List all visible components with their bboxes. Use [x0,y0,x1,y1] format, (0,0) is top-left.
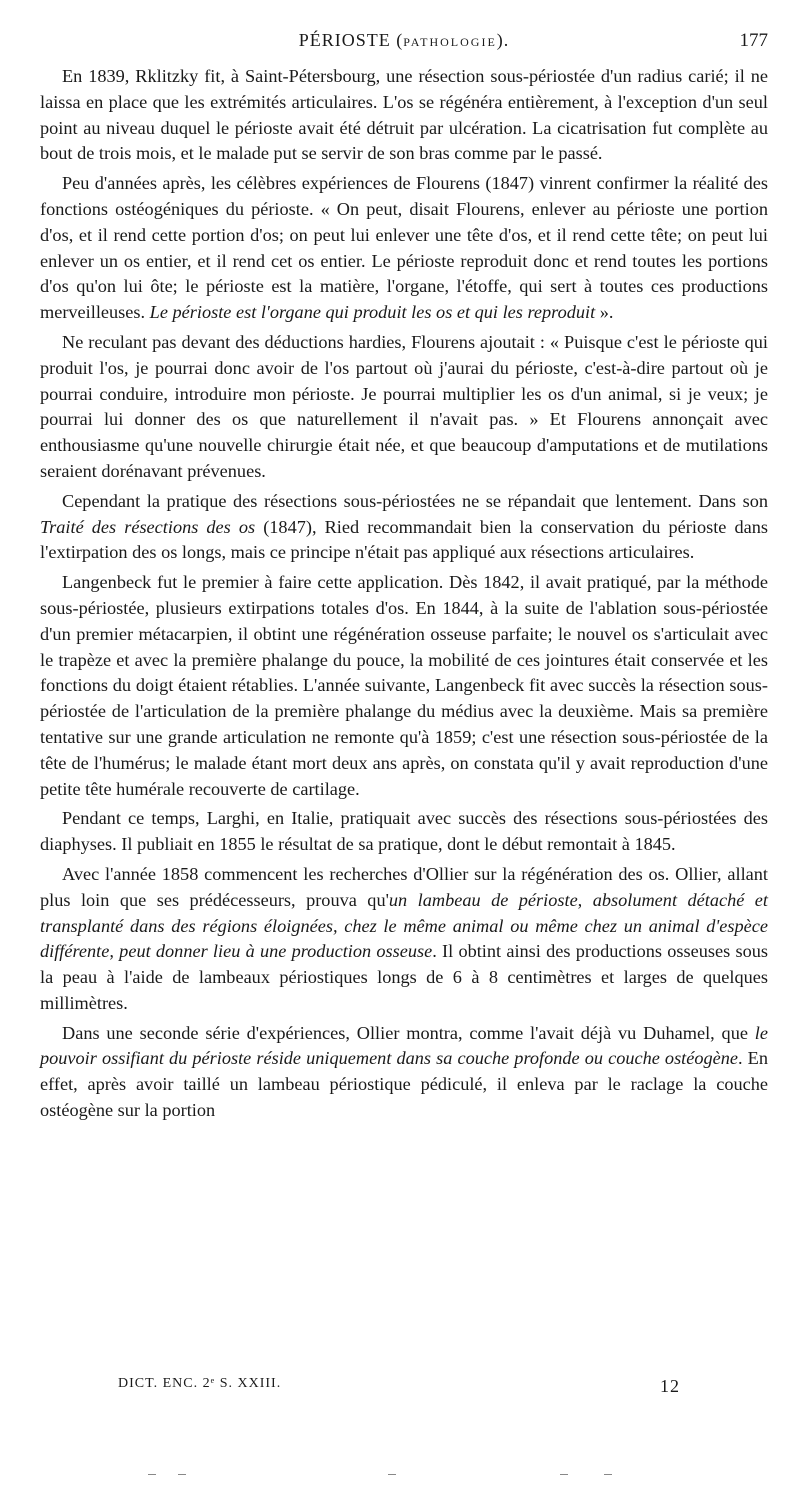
text-run: Avec l'année 1858 commencent les recherches d'Ollier sur la régénération des os. Ollier, allant plus loin que ses prédécesseurs, prouva qu' [40,863,768,910]
running-header [40,30,768,58]
paragraph [40,570,768,802]
paragraph [40,1021,768,1124]
text-run: Ne reculant pas devant des déductions hardies, Flourens ajoutait : « Puisque c'est le périoste qui produit l'os, je pourrai donc avoir de l'os partout où j'aurai du périoste, c'est-à-dire partout où je pourrai conduire, introduire mon périoste. Je pourrai multiplier les os d'un animal, si je veux; je pourrai lui donner des os que naturellement il n'avait pas. » Et Flourens annonçait avec enthousiasme qu'une nouvelle chirurgie était née, et que beaucoup d'amputations et de mutilations seraient dorénavant prévenues. [40,331,768,481]
paragraph [40,862,768,1017]
page-footer [40,1376,768,1402]
scan-mark [148,1474,156,1475]
italic-run: un lambeau de périoste, absolument détaché et transplanté dans des régions éloignées, chez le même animal ou même chez un animal d'espèce différente, peut donner lieu à une production osseuse [40,889,768,962]
text-run: Cependant la pratique des résections sous-périostées ne se répandait que lentement. Dans son [62,490,768,511]
paragraph [40,330,768,485]
title-subtitle: PATHOLOGIE [403,35,497,49]
text-run: . Il obtint ainsi des productions osseuses sous la peau à l'aide de lambeaux périostiques longs de 6 à 8 centimètres et larges de quelques millimètres. [40,941,768,1013]
text-run: Pendant ce temps, Larghi, en Italie, pratiquait avec succès des résections sous-périostées des diaphyses. Il publiait en 1855 le résultat de sa pratique, dont le début remontait à 1845. [40,808,768,855]
paragraph [40,171,768,326]
body-text [40,64,768,1128]
text-run: Dans une seconde série d'expériences, Ollier montra, comme l'avait déjà vu Duhamel, que [62,1022,755,1043]
paragraph [40,806,768,858]
scan-mark [560,1474,568,1475]
text-run: (1847), Ried recommandait bien la conservation du périoste dans l'extirpation des os longs, mais ce principe n'était pas appliqué aux résections articulaires. [40,516,768,563]
title-main: PÉRIOSTE ( [298,30,404,50]
scan-mark [178,1474,186,1475]
running-title [40,30,768,51]
text-run: Peu d'années après, les célèbres expériences de Flourens (1847) vinrent confirmer la réalité des fonctions ostéogéniques du périoste. « On peut, disait Flourens, enlever au périoste une portion d'os, et il rend cette portion d'os; on peut lui enlever une tête d'os, et il rend cette tête; on peut lui enlever un os entier, et il rend cet os entier. Le périoste reproduit donc et rend toutes les portions d'os qu'on lui ôte; le périoste est la matière, l'organe, l'étoffe, qui sert à toutes ces productions merveilleuses. [40,173,768,323]
signature-mark: DICT. ENC. 2ᵉ S. XXIII. [118,1376,282,1391]
italic-run: Le périoste est l'organe qui produit les os et qui les reproduit [149,302,596,323]
text-run: En 1839, Rklitzky fit, à Saint-Pétersbourg, une résection sous-périostée d'un radius carié; il ne laissa en place que les extrémités articulaires. L'os se régénéra entièrement, à l'exception d'un seul point au niveau duquel le périoste avait été détruit par ulcération. La cicatrisation fut complète au bout de trois mois, et le malade put se servir de son bras comme par le passé. [40,66,768,164]
paragraph [40,489,768,566]
scan-mark [604,1474,612,1475]
sheet-number: 12 [660,1376,680,1396]
paragraph [40,64,768,167]
title-end: ). [496,30,510,50]
italic-run: Traité des résections des os [40,516,256,537]
text-run: Langenbeck fut le premier à faire cette application. Dès 1842, il avait pratiqué, par la méthode sous-périostée, plusieurs extirpations totales d'os. En 1844, à la suite de l'ablation sous-périostée d'un premier métacarpien, il obtint une régénération osseuse parfaite; le nouvel os s'articulait avec le trapèze et avec la première phalange du pouce, la mobilité de ces jointures était conservée et les fonctions du doigt étaient rétablies. L'année suivante, Langenbeck fit avec succès la résection sous-périostée de l'articulation de la première phalange du médius avec la deuxième. Mais sa première tentative sur une grande articulation ne remonte qu'à 1859; c'est une résection sous-périostée de la tête de l'humérus; le malade étant mort deux ans après, on constata qu'il y avait reproduction d'une petite tête humérale recouverte de cartilage. [40,572,768,799]
scan-mark [388,1474,396,1475]
page-number: 177 [739,30,768,51]
text-run: . En effet, après avoir taillé un lambeau périostique pédiculé, il enleva par le raclage la couche ostéogène sur la portion [40,1048,768,1121]
text-run: ». [595,302,614,323]
italic-run: le pouvoir ossifiant du périoste réside uniquement dans sa couche profonde ou couche ostéogène [40,1022,768,1069]
